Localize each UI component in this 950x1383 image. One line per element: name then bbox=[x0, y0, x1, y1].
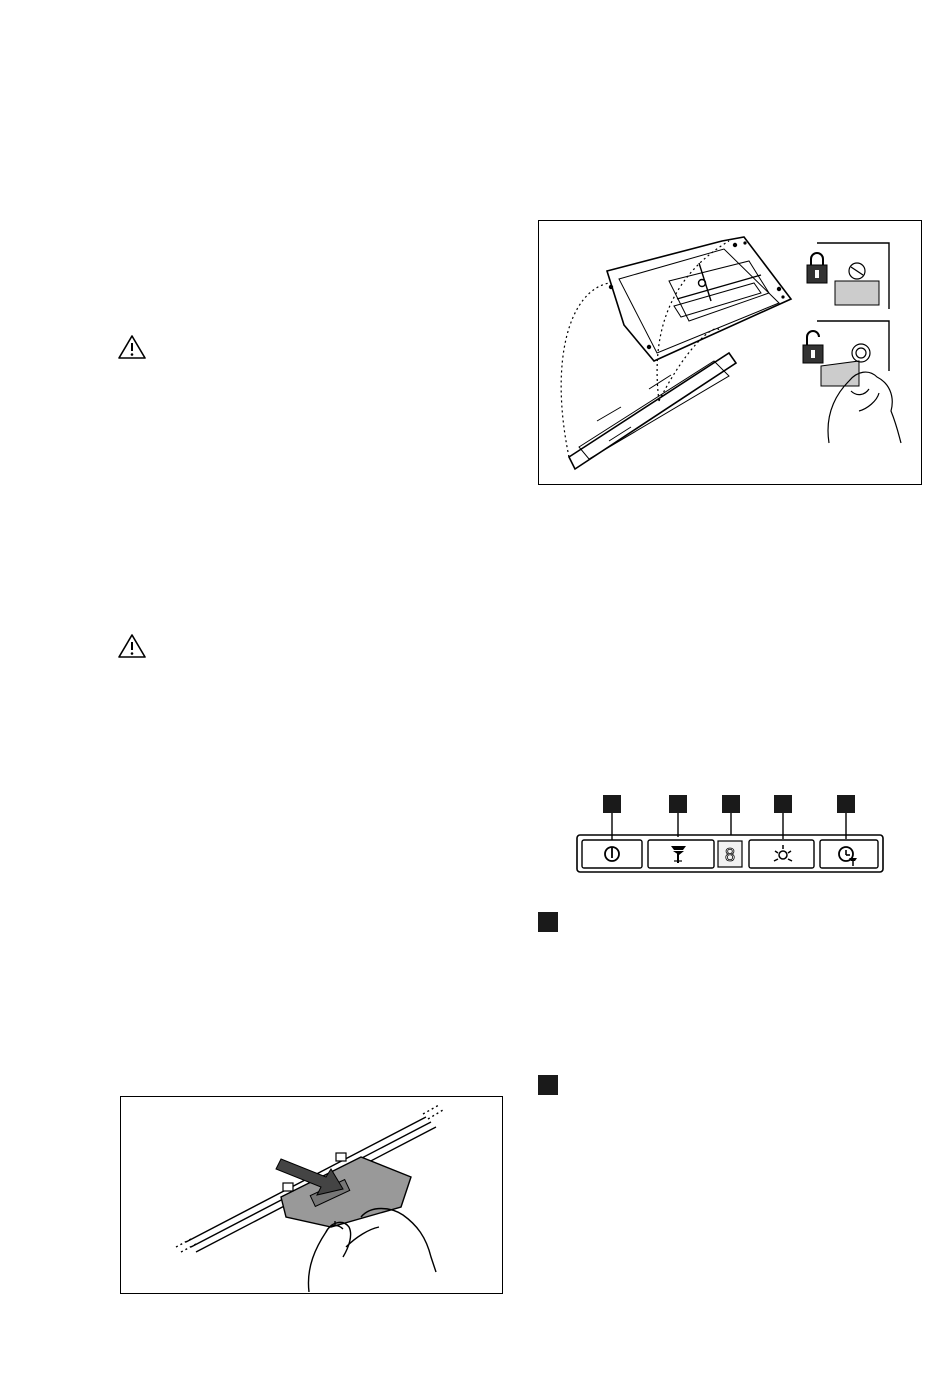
callout-marker bbox=[669, 795, 687, 813]
fan-icon bbox=[671, 846, 686, 863]
item-marker bbox=[538, 912, 558, 932]
item-marker bbox=[538, 1075, 558, 1095]
filter-slide-figure bbox=[120, 1096, 503, 1294]
callout-marker bbox=[722, 795, 740, 813]
padlock-closed-icon bbox=[807, 253, 827, 283]
warning-triangle-icon bbox=[117, 334, 147, 360]
warning-triangle-icon bbox=[117, 633, 147, 659]
light-icon bbox=[774, 845, 792, 861]
filter-removal-figure bbox=[538, 220, 922, 485]
padlock-open-icon bbox=[803, 331, 823, 363]
callout-marker bbox=[837, 795, 855, 813]
power-icon bbox=[605, 847, 619, 861]
control-panel-figure bbox=[576, 795, 886, 875]
callout-marker bbox=[603, 795, 621, 813]
digit-value: 8 bbox=[724, 845, 736, 865]
callout-marker bbox=[774, 795, 792, 813]
timer-icon bbox=[839, 847, 857, 866]
digit-display-icon bbox=[718, 841, 742, 867]
